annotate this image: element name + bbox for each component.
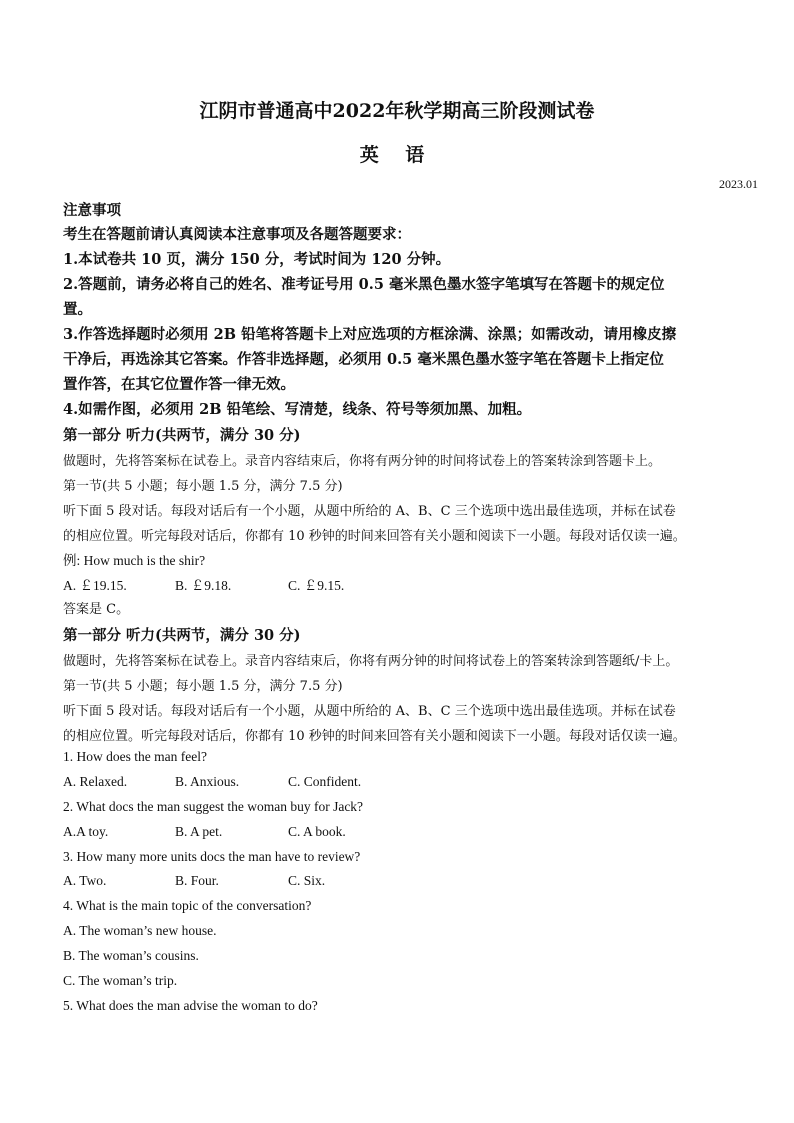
notice-item: 1.本试卷共 10 页，满分 150 分，考试时间为 120 分钟。 <box>63 251 451 268</box>
example-option-a: A. ￡19.15. <box>63 578 127 593</box>
part-instruction: 做题时，先将答案标在试卷上。录音内容结束后，你将有两分钟的时间将试卷上的答案转涂到答题卡上。 <box>63 454 662 469</box>
example-option-b: B. ￡9.18. <box>175 578 232 593</box>
section-heading: 第一节(共 5 小题；每小题 1.5 分，满分 7.5 分) <box>63 479 343 494</box>
directions-text: 的相应位置。听完每段对话后，你都有 10 秒钟的时间来回答有关小题和阅读下一小题。每段对话仅读一遍。 <box>63 729 686 744</box>
option-a: A.A toy. <box>63 824 109 839</box>
notice-item: 置。 <box>63 301 92 318</box>
option-a: A. Relaxed. <box>63 774 128 789</box>
question-text: 2. What docs the man suggest the woman buy for Jack? <box>63 799 364 814</box>
exam-date: 2023.01 <box>719 177 758 191</box>
option-c: C. Six. <box>288 873 326 888</box>
option-b: B. The woman’s cousins. <box>63 948 199 963</box>
question-text: 5. What does the man advise the woman to do? <box>63 998 318 1013</box>
question-text: 4. What is the main topic of the conversation? <box>63 898 312 913</box>
notice-intro: 考生在答题前请认真阅读本注意事项及各题答题要求： <box>63 226 411 243</box>
option-a: A. Two. <box>63 873 107 888</box>
question-text: 1. How does the man feel? <box>63 749 207 764</box>
part-heading: 第一部分 听力(共两节，满分 30 分) <box>63 427 301 444</box>
option-c: C. A book. <box>288 824 346 839</box>
part-heading: 第一部分 听力(共两节，满分 30 分) <box>63 627 301 644</box>
example-option-c: C. ￡9.15. <box>288 578 345 593</box>
subject-title: 英 语 <box>359 144 435 166</box>
option-b: B. A pet. <box>175 824 223 839</box>
notice-item: 置作答，在其它位置作答一律无效。 <box>63 376 295 393</box>
option-b: B. Anxious. <box>175 774 240 789</box>
option-c: C. Confident. <box>288 774 362 789</box>
part-instruction: 做题时，先将答案标在试卷上。录音内容结束后，你将有两分钟的时间将试卷上的答案转涂到答题纸/卡上。 <box>63 654 679 669</box>
notice-item: 干净后，再选涂其它答案。作答非选择题，必须用 0.5 毫米黑色墨水签字笔在答题卡上指定位 <box>63 351 664 368</box>
option-c: C. The woman’s trip. <box>63 973 178 988</box>
notice-heading: 注意事项 <box>63 202 121 219</box>
notice-item: 3.作答选择题时必须用 2B 铅笔将答题卡上对应选项的方框涂满、涂黑；如需改动，请用橡皮擦 <box>63 326 677 343</box>
directions-text: 的相应位置。听完每段对话后，你都有 10 秒钟的时间来回答有关小题和阅读下一小题。每段对话仅读一遍。 <box>63 529 686 544</box>
example-question: 例: How much is the shir? <box>63 553 206 568</box>
exam-title: 江阴市普通高中2022年秋学期高三阶段测试卷 <box>199 100 595 122</box>
option-b: B. Four. <box>175 873 219 888</box>
notice-item: 4.如需作图，必须用 2B 铅笔绘、写清楚，线条、符号等须加黑、加粗。 <box>63 401 532 418</box>
example-answer: 答案是 C。 <box>63 602 130 617</box>
option-a: A. The woman’s new house. <box>63 923 217 938</box>
section-heading: 第一节(共 5 小题；每小题 1.5 分，满分 7.5 分) <box>63 679 343 694</box>
question-text: 3. How many more units docs the man have to review? <box>63 849 361 864</box>
directions-text: 听下面 5 段对话。每段对话后有一个小题，从题中所给的 A、B、C 三个选项中选出最佳选项，并标在试卷 <box>63 504 676 519</box>
notice-item: 2.答题前，请务必将自己的姓名、准考证号用 0.5 毫米黑色墨水签字笔填写在答题卡的规定位 <box>63 276 665 293</box>
directions-text: 听下面 5 段对话。每段对话后有一个小题，从题中所给的 A、B、C 三个选项中选出最佳选项。并标在试卷 <box>63 704 676 719</box>
